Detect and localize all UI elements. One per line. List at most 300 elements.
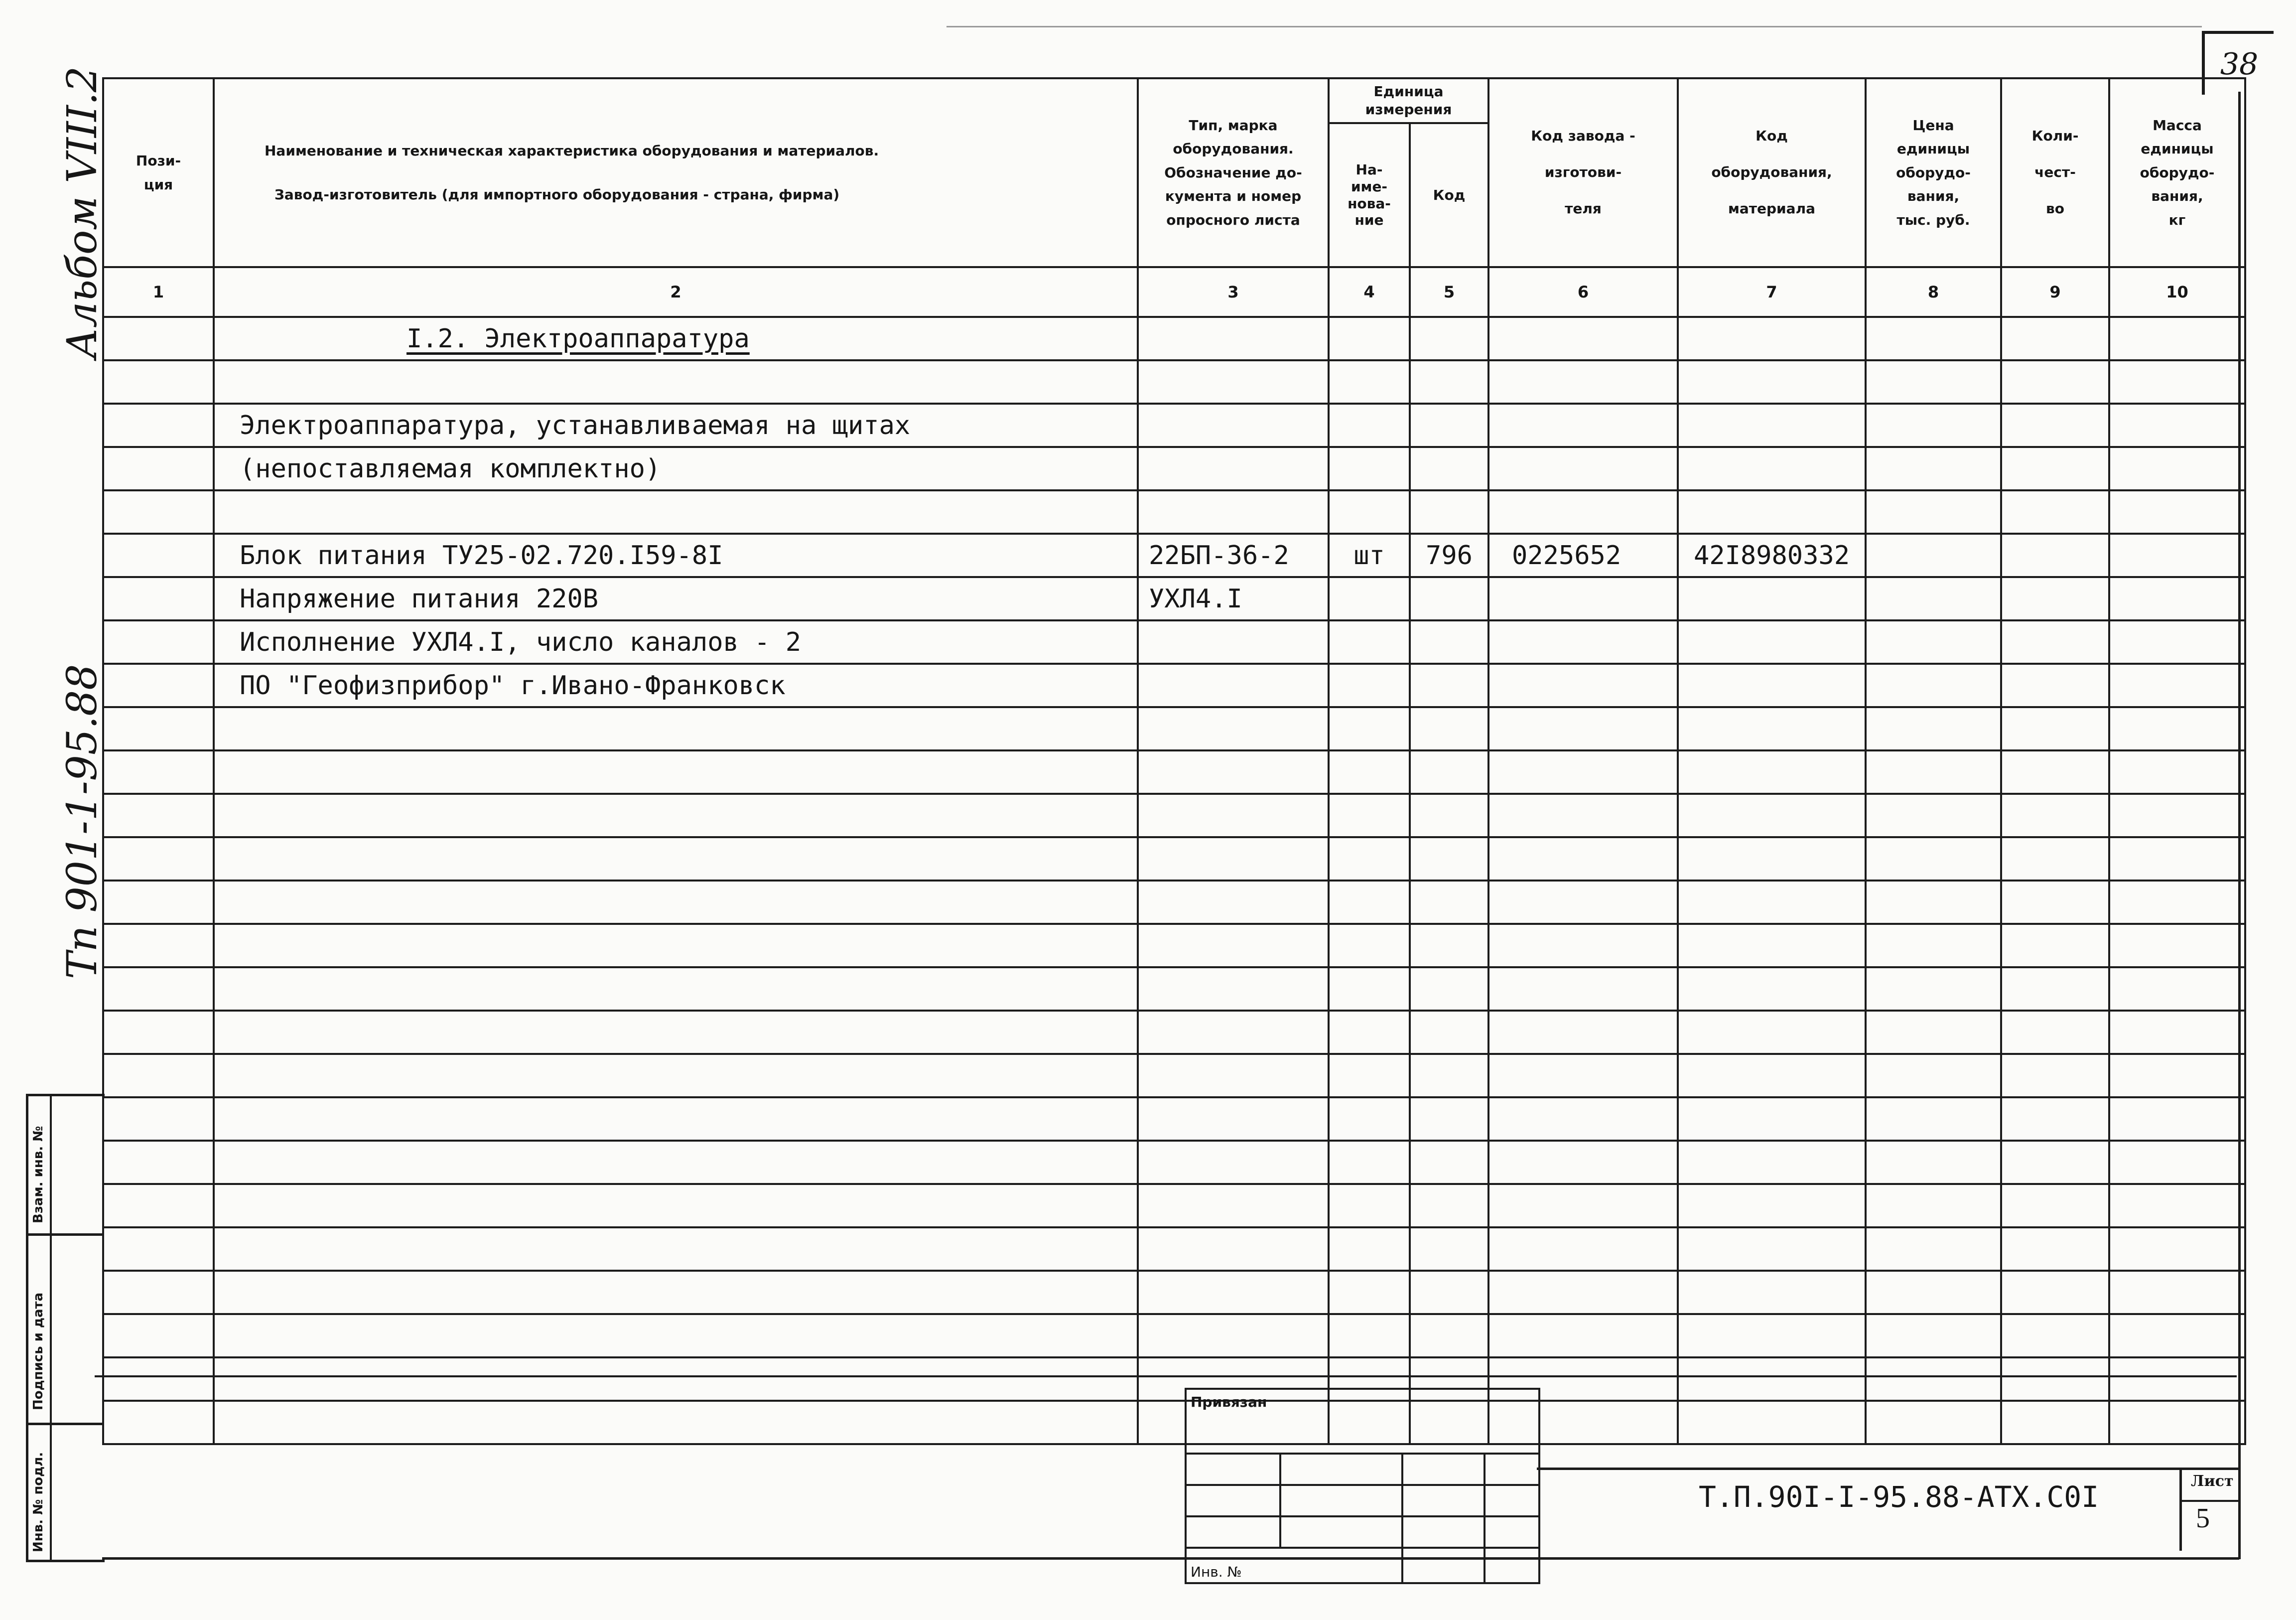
cell-equip-code (1678, 404, 1866, 447)
cell-pos (103, 534, 214, 577)
cell-equip-code (1678, 750, 1866, 794)
cell-unit-code (1410, 794, 1488, 837)
cell-qty (2001, 404, 2109, 447)
cell-price (1866, 317, 2001, 360)
cell-unit (1329, 1314, 1410, 1357)
cell-mass (2109, 404, 2245, 447)
header-unit-name: На- име- нова- ние (1329, 123, 1410, 267)
cell-qty (2001, 317, 2109, 360)
table-row (103, 1314, 2245, 1357)
frame-right-edge (2238, 92, 2241, 1559)
cell-qty (2001, 1357, 2109, 1401)
cell-equip-code (1678, 664, 1866, 707)
table-row (103, 924, 2245, 967)
cell-price (1866, 664, 2001, 707)
cell-pos (103, 794, 214, 837)
table-row (103, 881, 2245, 924)
col-number: 10 (2109, 267, 2245, 317)
cell-unit-code (1410, 1141, 1488, 1184)
cell-name: ПО "Геофизприбор" г.Ивано-Франковск (214, 664, 1138, 707)
cell-unit (1329, 967, 1410, 1011)
cell-name (214, 1054, 1138, 1097)
cell-mass (2109, 1357, 2245, 1401)
cell-type (1138, 447, 1329, 490)
cell-name (214, 707, 1138, 750)
cell-equip-code (1678, 924, 1866, 967)
cell-qty (2001, 924, 2109, 967)
cell-price (1866, 1141, 2001, 1184)
cell-mass (2109, 664, 2245, 707)
cell-equip-code (1678, 794, 1866, 837)
table-row (103, 1401, 2245, 1444)
cell-unit-code (1410, 317, 1488, 360)
cell-mass (2109, 837, 2245, 881)
cell-type (1138, 924, 1329, 967)
table-row (103, 360, 2245, 404)
stamp-inv-label: Инв. № (1186, 1548, 1402, 1583)
cell-pos (103, 620, 214, 664)
cell-mass (2109, 317, 2245, 360)
cell-unit (1329, 1054, 1410, 1097)
cell-type (1138, 1011, 1329, 1054)
sheet-label: Лист (2191, 1473, 2234, 1490)
table-row (103, 1184, 2245, 1227)
document-code: Т.П.90I-I-95.88-АТХ.С0I (1699, 1480, 2099, 1514)
cell-mass (2109, 360, 2245, 404)
cell-price (1866, 1227, 2001, 1271)
table-row (103, 1271, 2245, 1314)
cell-unit (1329, 1271, 1410, 1314)
cell-price (1866, 1097, 2001, 1141)
cell-type: 22БП-36-2 (1138, 534, 1329, 577)
cell-unit-code (1410, 404, 1488, 447)
cell-mass (2109, 447, 2245, 490)
header-name-line1: Наименование и техническая характеристика оборудования и материалов. (265, 142, 879, 159)
cell-unit (1329, 360, 1410, 404)
cell-qty (2001, 1314, 2109, 1357)
cell-plant-code (1488, 1227, 1678, 1271)
cell-price (1866, 1401, 2001, 1444)
cell-mass (2109, 1271, 2245, 1314)
cell-unit-code (1410, 1227, 1488, 1271)
cell-equip-code (1678, 1011, 1866, 1054)
cell-type (1138, 837, 1329, 881)
cell-pos (103, 1401, 214, 1444)
cell-qty (2001, 1011, 2109, 1054)
cell-price (1866, 707, 2001, 750)
cell-price (1866, 837, 2001, 881)
header-quantity: Коли- чест- во (2001, 78, 2109, 267)
cell-qty (2001, 490, 2109, 534)
cell-unit (1329, 317, 1410, 360)
header-position: Пози- ция (103, 78, 214, 267)
cell-plant-code (1488, 360, 1678, 404)
cell-qty (2001, 794, 2109, 837)
cell-type (1138, 881, 1329, 924)
header-plant-code: Код завода - изготови- теля (1488, 78, 1678, 267)
table-row (103, 1054, 2245, 1097)
cell-price (1866, 404, 2001, 447)
cell-price (1866, 577, 2001, 620)
cell-name (214, 1271, 1138, 1314)
table-row (103, 490, 2245, 534)
col-number: 4 (1329, 267, 1410, 317)
cell-mass (2109, 577, 2245, 620)
cell-pos (103, 881, 214, 924)
cell-pos (103, 924, 214, 967)
cell-qty (2001, 750, 2109, 794)
cell-name (214, 1401, 1138, 1444)
cell-qty (2001, 534, 2109, 577)
cell-plant-code (1488, 707, 1678, 750)
cell-pos (103, 490, 214, 534)
cell-name (214, 360, 1138, 404)
top-rule (946, 26, 2202, 27)
cell-pos (103, 1141, 214, 1184)
cell-price (1866, 447, 2001, 490)
header-type: Тип, марка оборудования. Обозначение до- кумента и номер опросного листа (1138, 78, 1329, 267)
cell-pos (103, 1054, 214, 1097)
cell-qty (2001, 1054, 2109, 1097)
cell-price (1866, 1271, 2001, 1314)
cell-type (1138, 490, 1329, 534)
cell-unit (1329, 1097, 1410, 1141)
cell-price (1866, 794, 2001, 837)
header-unit-code: Код (1410, 123, 1488, 267)
cell-price (1866, 1184, 2001, 1227)
cell-plant-code (1488, 924, 1678, 967)
cell-price (1866, 490, 2001, 534)
cell-equip-code (1678, 1314, 1866, 1357)
cell-name (214, 1011, 1138, 1054)
cell-qty (2001, 967, 2109, 1011)
cell-qty (2001, 837, 2109, 881)
cell-mass (2109, 924, 2245, 967)
cell-mass (2109, 620, 2245, 664)
cell-type (1138, 1227, 1329, 1271)
table-row (103, 447, 2245, 490)
cell-name: Электроаппаратура, устанавливаемая на щитах (214, 404, 1138, 447)
table-row (103, 1097, 2245, 1141)
cell-plant-code (1488, 1314, 1678, 1357)
cell-pos (103, 1011, 214, 1054)
table-row (103, 1227, 2245, 1271)
cell-equip-code (1678, 490, 1866, 534)
cell-plant-code (1488, 1011, 1678, 1054)
cell-mass (2109, 1184, 2245, 1227)
cell-type (1138, 967, 1329, 1011)
cell-equip-code (1678, 317, 1866, 360)
cell-unit-code (1410, 577, 1488, 620)
cell-unit (1329, 1184, 1410, 1227)
table-row (103, 1011, 2245, 1054)
cell-price (1866, 360, 2001, 404)
cell-unit (1329, 404, 1410, 447)
cell-pos (103, 404, 214, 447)
header-unit-group: Единица измерения (1329, 78, 1488, 123)
cell-equip-code (1678, 577, 1866, 620)
cell-unit (1329, 447, 1410, 490)
header-name-line2: Завод-изготовитель (для импортного оборудования - страна, фирма) (274, 186, 840, 203)
cell-type (1138, 1097, 1329, 1141)
cell-pos (103, 1357, 214, 1401)
cell-name (214, 1314, 1138, 1357)
cell-unit (1329, 837, 1410, 881)
col-number: 3 (1138, 267, 1329, 317)
cell-qty (2001, 1227, 2109, 1271)
cell-unit (1329, 881, 1410, 924)
col-number: 5 (1410, 267, 1488, 317)
section-title: I.2. Электроаппаратура (406, 323, 750, 354)
side-label-inv-original: Инв. № подл. (31, 1452, 46, 1552)
cell-name (214, 837, 1138, 881)
cell-name (214, 881, 1138, 924)
cell-name: Блок питания ТУ25-02.720.I59-8I (214, 534, 1138, 577)
cell-unit (1329, 794, 1410, 837)
cell-plant-code (1488, 620, 1678, 664)
cell-name (214, 967, 1138, 1011)
cell-plant-code (1488, 1054, 1678, 1097)
cell-unit (1329, 707, 1410, 750)
table-row (103, 1357, 2245, 1401)
cell-pos (103, 750, 214, 794)
table-row (103, 404, 2245, 447)
cell-type (1138, 620, 1329, 664)
cell-name (214, 317, 1138, 360)
cell-qty (2001, 620, 2109, 664)
cell-pos (103, 1227, 214, 1271)
cell-unit-code (1410, 664, 1488, 707)
cell-equip-code (1678, 1271, 1866, 1314)
cell-price (1866, 1011, 2001, 1054)
cell-qty (2001, 1097, 2109, 1141)
cell-pos (103, 837, 214, 881)
cell-equip-code: 42I8980332 (1678, 534, 1866, 577)
table-row (103, 317, 2245, 360)
cell-name (214, 1097, 1138, 1141)
cell-mass (2109, 1011, 2245, 1054)
cell-qty (2001, 360, 2109, 404)
cell-unit (1329, 1141, 1410, 1184)
col-number: 2 (214, 267, 1138, 317)
table-row (103, 534, 2245, 577)
table-row (103, 794, 2245, 837)
cell-mass (2109, 1141, 2245, 1184)
cell-plant-code (1488, 1141, 1678, 1184)
cell-pos (103, 664, 214, 707)
header-equipment-code: Код оборудования, материала (1678, 78, 1866, 267)
col-number: 9 (2001, 267, 2109, 317)
cell-name: Исполнение УХЛ4.I, число каналов - 2 (214, 620, 1138, 664)
cell-equip-code (1678, 1227, 1866, 1271)
table-row (103, 750, 2245, 794)
cell-unit-code (1410, 447, 1488, 490)
cell-unit (1329, 490, 1410, 534)
cell-type (1138, 1314, 1329, 1357)
cell-unit-code (1410, 1184, 1488, 1227)
specification-table (102, 77, 2246, 1445)
cell-plant-code (1488, 490, 1678, 534)
cell-price (1866, 1054, 2001, 1097)
table-row (103, 664, 2245, 707)
cell-unit-code: 796 (1410, 534, 1488, 577)
cell-mass (2109, 1227, 2245, 1271)
cell-name (214, 794, 1138, 837)
cell-plant-code (1488, 750, 1678, 794)
cell-unit-code (1410, 837, 1488, 881)
cell-qty (2001, 1184, 2109, 1227)
cell-unit-code (1410, 1271, 1488, 1314)
cell-plant-code (1488, 794, 1678, 837)
cell-name (214, 1357, 1138, 1401)
cell-plant-code (1488, 577, 1678, 620)
cell-pos (103, 707, 214, 750)
cell-equip-code (1678, 1357, 1866, 1401)
cell-unit-code (1410, 881, 1488, 924)
cell-pos (103, 1314, 214, 1357)
title-block-top (1537, 1468, 2239, 1470)
cell-mass (2109, 1097, 2245, 1141)
cell-unit (1329, 750, 1410, 794)
cell-equip-code (1678, 1184, 1866, 1227)
cell-equip-code (1678, 1141, 1866, 1184)
table-row (103, 707, 2245, 750)
cell-plant-code (1488, 967, 1678, 1011)
cell-price (1866, 924, 2001, 967)
cell-qty (2001, 707, 2109, 750)
cell-unit (1329, 1011, 1410, 1054)
cell-plant-code (1488, 837, 1678, 881)
cell-unit (1329, 577, 1410, 620)
cell-unit: шт (1329, 534, 1410, 577)
cell-name (214, 1227, 1138, 1271)
cell-equip-code (1678, 1401, 1866, 1444)
frame-bottom-edge (102, 1557, 2239, 1560)
cell-mass (2109, 967, 2245, 1011)
cell-name (214, 490, 1138, 534)
cell-unit-code (1410, 620, 1488, 664)
cell-price (1866, 1357, 2001, 1401)
cell-plant-code (1488, 1097, 1678, 1141)
cell-mass (2109, 750, 2245, 794)
cell-equip-code (1678, 447, 1866, 490)
cell-mass (2109, 534, 2245, 577)
cell-price (1866, 1314, 2001, 1357)
cell-type (1138, 707, 1329, 750)
cell-unit-code (1410, 1097, 1488, 1141)
project-label: Тп 901-1-95.88 (59, 664, 106, 979)
cell-name: Напряжение питания 220В (214, 577, 1138, 620)
cell-unit (1329, 664, 1410, 707)
cell-unit (1329, 620, 1410, 664)
cell-equip-code (1678, 837, 1866, 881)
cell-equip-code (1678, 1054, 1866, 1097)
side-label-replace-inv: Взам. инв. № (31, 1126, 46, 1223)
cell-equip-code (1678, 1097, 1866, 1141)
cell-type (1138, 317, 1329, 360)
cell-name (214, 1141, 1138, 1184)
cell-mass (2109, 794, 2245, 837)
table-row (103, 967, 2245, 1011)
cell-qty (2001, 1141, 2109, 1184)
cell-equip-code (1678, 620, 1866, 664)
cell-mass (2109, 707, 2245, 750)
cell-plant-code (1488, 404, 1678, 447)
cell-type (1138, 404, 1329, 447)
cell-pos (103, 317, 214, 360)
header-mass: Масса единицы оборудо- вания, кг (2109, 78, 2245, 267)
cell-pos (103, 360, 214, 404)
cell-pos (103, 577, 214, 620)
cell-plant-code: 0225652 (1488, 534, 1678, 577)
header-name (214, 78, 1138, 267)
cell-type (1138, 664, 1329, 707)
col-number: 7 (1678, 267, 1866, 317)
cell-plant-code (1488, 317, 1678, 360)
cell-type: УХЛ4.I (1138, 577, 1329, 620)
album-label: Альбом VIII.2 (59, 66, 106, 359)
cell-type (1138, 1184, 1329, 1227)
cell-pos (103, 447, 214, 490)
cell-unit (1329, 924, 1410, 967)
table-row (103, 837, 2245, 881)
cell-unit-code (1410, 924, 1488, 967)
cell-name (214, 1184, 1138, 1227)
cell-equip-code (1678, 707, 1866, 750)
cell-price (1866, 967, 2001, 1011)
cell-price (1866, 750, 2001, 794)
cell-name (214, 750, 1138, 794)
cell-type (1138, 1054, 1329, 1097)
cell-type (1138, 1141, 1329, 1184)
cell-unit-code (1410, 490, 1488, 534)
cell-qty (2001, 577, 2109, 620)
cell-mass (2109, 1401, 2245, 1444)
cell-unit-code (1410, 750, 1488, 794)
cell-unit-code (1410, 1011, 1488, 1054)
cell-type (1138, 794, 1329, 837)
side-label-signature-date: Подпись и дата (31, 1292, 46, 1410)
cell-name: (непоставляемая комплектно) (214, 447, 1138, 490)
col-number: 6 (1488, 267, 1678, 317)
cell-unit-code (1410, 1314, 1488, 1357)
cell-price (1866, 881, 2001, 924)
stamp-bound-label: Привязан (1186, 1389, 1539, 1454)
cell-unit-code (1410, 707, 1488, 750)
cell-unit (1329, 1227, 1410, 1271)
cell-pos (103, 967, 214, 1011)
header-price: Цена единицы оборудо- вания, тыс. руб. (1866, 78, 2001, 267)
cell-plant-code (1488, 1184, 1678, 1227)
cell-equip-code (1678, 881, 1866, 924)
cell-qty (2001, 447, 2109, 490)
cell-unit-code (1410, 1054, 1488, 1097)
cell-plant-code (1488, 447, 1678, 490)
cell-price (1866, 534, 2001, 577)
table-row (103, 577, 2245, 620)
cell-mass (2109, 490, 2245, 534)
table-row (103, 620, 2245, 664)
cell-pos (103, 1271, 214, 1314)
cell-mass (2109, 881, 2245, 924)
cell-qty (2001, 664, 2109, 707)
cell-name (214, 924, 1138, 967)
cell-price (1866, 620, 2001, 664)
cell-mass (2109, 1054, 2245, 1097)
table-row (103, 1141, 2245, 1184)
sheet-number: 5 (2196, 1503, 2210, 1534)
cell-plant-code (1488, 664, 1678, 707)
